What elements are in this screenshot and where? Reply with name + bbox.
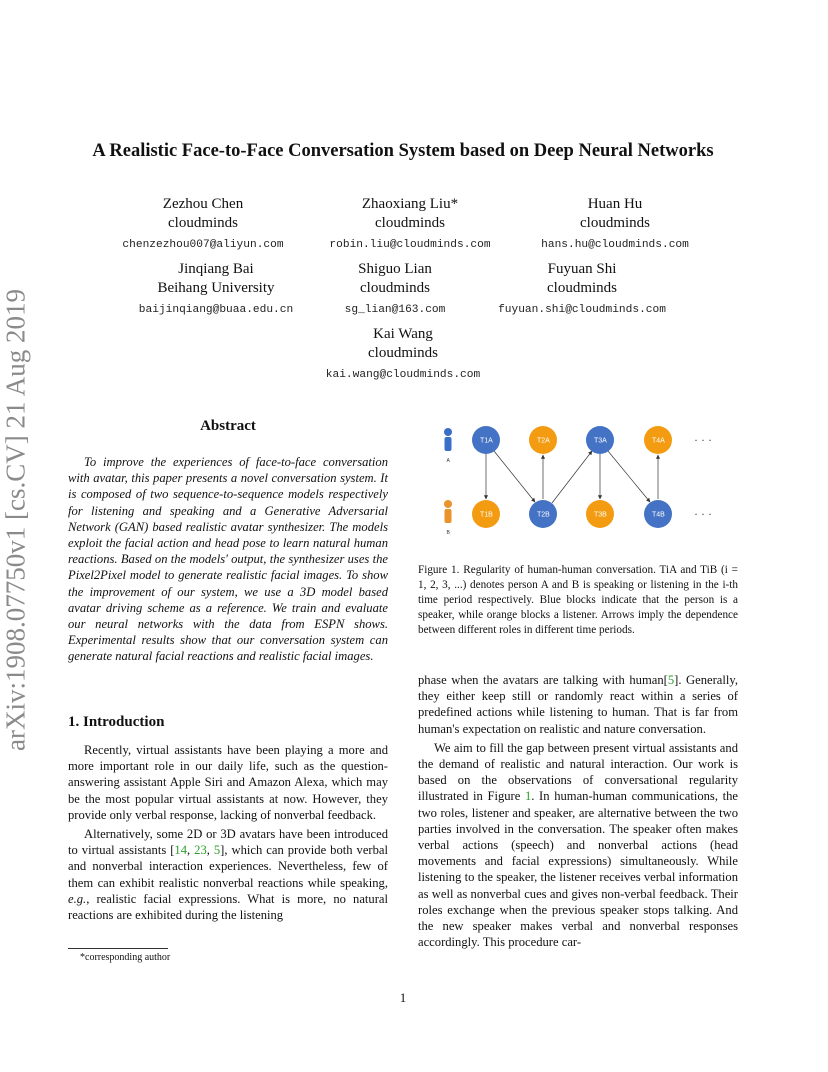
abstract-text: To improve the experiences of face-to-face conversation with avatar, this paper presents a novel conversation system. It is composed of two sequence-to-sequence models respectively for listening and speaking and a Generative Adversarial Network (GAN) based realistic avatar synthesizer. The models exploit the facial action and head pose to learn natural human reactions. Based on the models' output, the synthesizer uses the Pixel2Pixel model to generate realistic facial images. To show the improvement of our system, we use a 3D model based avatar driving scheme as a reference. We train and evaluate our neural networks with the data from ESPN shows. Experimental results show that our conversation system can generate natural facial reactions and realistic facial images. xyxy=(68,455,388,664)
author-name: Fuyuan Shi xyxy=(547,261,617,277)
person-b-label: B xyxy=(446,530,450,536)
citation-link[interactable]: 5 xyxy=(667,673,675,687)
svg-text:T2A: T2A xyxy=(537,437,550,445)
node-t2b xyxy=(529,500,557,528)
introduction-body xyxy=(68,742,388,923)
ellipsis-top: · · · xyxy=(694,433,712,447)
node-t4b xyxy=(644,500,672,528)
svg-text:T1B: T1B xyxy=(480,511,493,519)
svg-text:T3A: T3A xyxy=(594,437,607,445)
figure-link[interactable]: 1 xyxy=(524,789,532,804)
citation-link[interactable]: 5 xyxy=(213,843,221,858)
svg-text:T4A: T4A xyxy=(652,437,665,445)
author-name: Kai Wang xyxy=(373,326,433,342)
author-email: hans.hu@cloudminds.com xyxy=(541,239,689,251)
author-affiliation: cloudminds xyxy=(168,215,238,231)
author-affiliation: cloudminds xyxy=(580,215,650,231)
author-name: Huan Hu xyxy=(587,196,643,212)
author-affiliation: cloudminds xyxy=(360,280,430,296)
author-email: kai.wang@cloudminds.com xyxy=(325,369,481,381)
citation-link[interactable]: 23 xyxy=(194,843,207,858)
footnote: *corresponding author xyxy=(80,952,171,963)
author-affiliation: cloudminds xyxy=(368,345,438,361)
author-affiliation: cloudminds xyxy=(547,280,617,296)
person-a-label: A xyxy=(446,458,450,464)
footnote-rule xyxy=(68,948,168,949)
author-block xyxy=(88,195,318,255)
paper-title: A Realistic Face-to-Face Conversation System based on Deep Neural Networks xyxy=(92,141,714,161)
intro-paragraph-1: Recently, virtual assistants have been playing a more and more important role in our daily life, such as the question-answering assistant Apple Siri and Amazon Alexa, which may be the most popular virtual assistants at now. However, they provide only verbal response, lacking of nonverbal feedback. xyxy=(68,743,388,822)
person-b-icon xyxy=(444,500,452,536)
intro-paragraph-2: Alternatively, some 2D or 3D avatars have been introduced to virtual assistants [14, 23, 5], which can provide both verbal and nonverbal interaction experiences. Nevertheless, few of them can exhibit realistic nonverbal reactions while speaking, e.g., realistic facial expressions. What is more, no natural reactions are exhibited during the listening xyxy=(68,827,389,923)
node-t4a xyxy=(644,426,672,454)
node-t3a xyxy=(586,426,614,454)
figure-1-diagram xyxy=(418,420,738,550)
right-paragraph-2: We aim to fill the gap between present virtual assistants and the demand of realistic and natural interaction. Our work is based on the observations of conversational regularity illustrated in Figure 1. In human-human communications, the two roles, listener and speaker, are alternative between the two parties involved in the conversation. The speaker often makes verbal actions (speech) and nonverbal actions (head movements and facial expressions) simultaneously. While listening to the speaker, the listener receives verbal information as well as nonverbal cues and gives non-verbal feedback. Their roles exchange when the previous speaker stops talking. And the new speaker makes verbal and nonverbal responses accordingly. This procedure car- xyxy=(418,740,738,950)
author-email: fuyuan.shi@cloudminds.com xyxy=(498,304,666,316)
svg-text:T1A: T1A xyxy=(480,437,493,445)
author-email: robin.liu@cloudminds.com xyxy=(329,239,491,251)
node-t1a xyxy=(472,426,500,454)
author-affiliation: Beihang University xyxy=(157,280,275,296)
node-t2a xyxy=(529,426,557,454)
author-name: Zhaoxiang Liu* xyxy=(361,196,459,212)
svg-text:T4B: T4B xyxy=(652,511,665,519)
author-email: baijinqiang@buaa.edu.cn xyxy=(138,304,294,316)
right-paragraph-1: phase when the avatars are talking with human[5]. Generally, they either keep still or randomly react within a series of predefined actions while listening to human. That is far from human's expectation on realistic and nature conversation. xyxy=(418,673,738,736)
author-block xyxy=(295,195,525,255)
author-block xyxy=(288,325,518,385)
svg-text:T3B: T3B xyxy=(594,511,607,519)
person-a-icon xyxy=(444,428,452,464)
right-column-body xyxy=(418,672,738,950)
author-name: Jinqiang Bai xyxy=(178,261,254,277)
section-heading-introduction: 1. Introduction xyxy=(68,714,165,730)
author-block xyxy=(467,260,697,320)
author-name: Shiguo Lian xyxy=(358,261,432,277)
svg-text:T2B: T2B xyxy=(537,511,550,519)
ellipsis-bottom: · · · xyxy=(694,507,712,521)
citation-link[interactable]: 14 xyxy=(174,843,187,858)
author-email: sg_lian@163.com xyxy=(344,304,446,316)
page-number: 1 xyxy=(399,990,407,1005)
arxiv-id-text: arXiv:1908.07750v1 [cs.CV] 21 Aug 2019 xyxy=(0,289,31,751)
node-t1b xyxy=(472,500,500,528)
abstract-heading: Abstract xyxy=(200,418,256,434)
author-name: Zezhou Chen xyxy=(162,196,244,212)
node-t3b xyxy=(586,500,614,528)
author-block xyxy=(500,195,730,255)
author-affiliation: cloudminds xyxy=(375,215,445,231)
figure-1-caption: Figure 1. Regularity of human-human conversation. TiA and TiB (i = 1, 2, 3, ...) denotes person A and B is speaking or listening in the i-th time period respectively. Blue blocks indicate that the person is a speaker, while orange blocks a listener. Arrows imply the dependence between different roles in different time periods. xyxy=(418,564,738,636)
author-email: chenzezhou007@aliyun.com xyxy=(122,239,284,251)
